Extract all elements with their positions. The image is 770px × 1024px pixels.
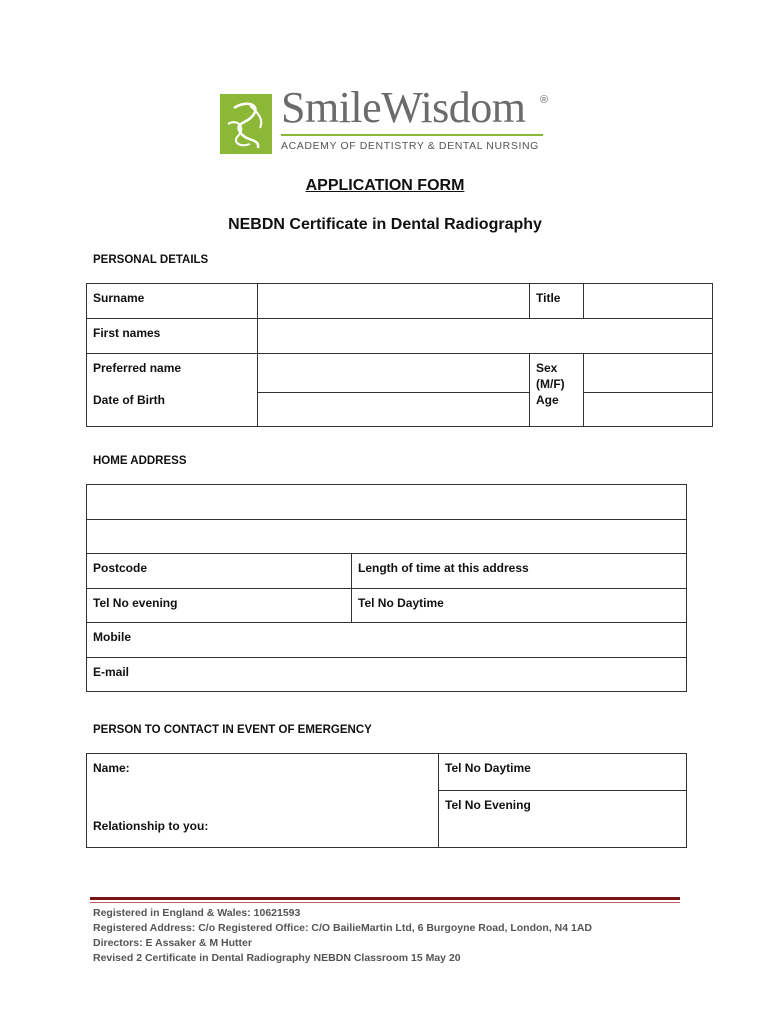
section-heading-personal: PERSONAL DETAILS	[93, 254, 209, 266]
section-heading-address: HOME ADDRESS	[93, 455, 187, 467]
footer-rule-thin	[90, 902, 680, 903]
logo-mark	[220, 94, 272, 154]
footer-rule	[90, 897, 680, 900]
address-line-1-field[interactable]	[87, 485, 687, 520]
preferred-name-label: Preferred name	[87, 354, 258, 393]
footer-revision: Revised 2 Certificate in Dental Radiography NEBDN Classroom 15 May 20	[93, 952, 461, 964]
sex-field[interactable]	[584, 354, 713, 393]
logo-subtitle: ACADEMY OF DENTISTRY & DENTAL NURSING	[281, 140, 539, 152]
relationship-label: Relationship to you:	[93, 819, 209, 833]
section-heading-emergency: PERSON TO CONTACT IN EVENT OF EMERGENCY	[93, 724, 372, 736]
emergency-contact-table	[86, 753, 687, 848]
surname-label: Surname	[87, 284, 258, 319]
emergency-tel-evening-field[interactable]: Tel No Evening	[439, 791, 687, 848]
form-title: APPLICATION FORM	[305, 177, 465, 194]
age-label: Age	[530, 392, 584, 426]
form-subtitle: NEBDN Certificate in Dental Radiography	[228, 216, 542, 233]
footer-registered-address: Registered Address: C/o Registered Office: C/O BailieMartin Ltd, 6 Burgoyne Road, London, N4 1AD	[93, 922, 593, 934]
tel-evening-field[interactable]: Tel No evening	[87, 589, 352, 623]
logo-wordmark: SmileWisdom	[281, 83, 526, 132]
email-field[interactable]: E-mail	[87, 658, 687, 692]
registered-mark: ®	[540, 94, 549, 106]
length-at-address-field[interactable]: Length of time at this address	[352, 554, 687, 589]
preferred-name-field[interactable]	[258, 354, 530, 393]
age-field[interactable]	[584, 392, 713, 426]
dob-label: Date of Birth	[87, 392, 258, 426]
footer-directors: Directors: E Assaker & M Hutter	[93, 937, 252, 949]
dob-field[interactable]	[258, 392, 530, 426]
tel-daytime-field[interactable]: Tel No Daytime	[352, 589, 687, 623]
footer-registration: Registered in England & Wales: 10621593	[93, 907, 301, 919]
first-names-label: First names	[87, 319, 258, 354]
emergency-name-field[interactable]	[87, 754, 439, 848]
emergency-tel-daytime-field[interactable]: Tel No Daytime	[439, 754, 687, 791]
address-line-2-field[interactable]	[87, 520, 687, 554]
title-field[interactable]	[584, 284, 713, 319]
postcode-field[interactable]: Postcode	[87, 554, 352, 589]
home-address-table	[86, 484, 687, 692]
surname-field[interactable]	[258, 284, 530, 319]
title-label: Title	[530, 284, 584, 319]
footer-text	[93, 906, 592, 966]
sex-label: Sex (M/F)	[530, 354, 584, 393]
logo-divider	[281, 134, 543, 136]
personal-details-table	[86, 283, 713, 427]
first-names-field[interactable]	[258, 319, 713, 354]
mobile-field[interactable]: Mobile	[87, 623, 687, 658]
emergency-name-label: Name:	[93, 761, 130, 775]
